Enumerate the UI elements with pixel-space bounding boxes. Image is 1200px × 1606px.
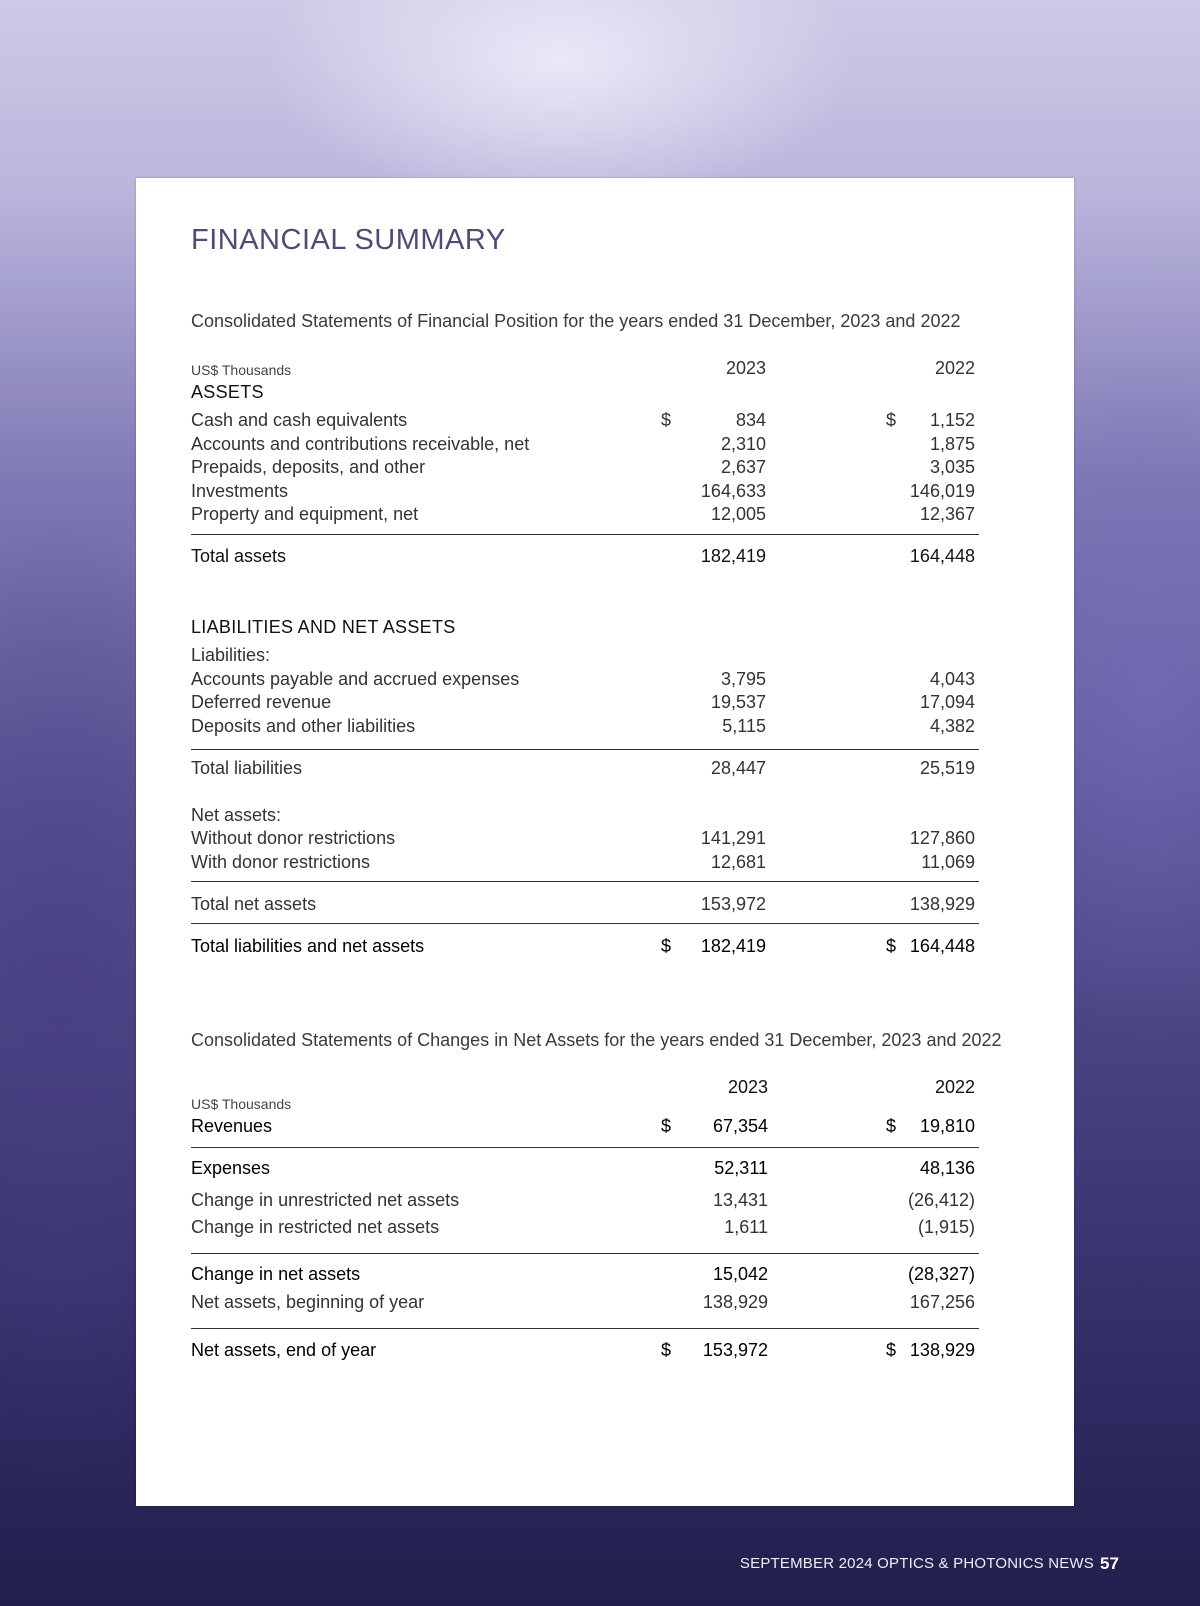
row-label: With donor restrictions xyxy=(191,852,371,872)
value-2023: 28,447 xyxy=(710,758,766,778)
row-label: Liabilities: xyxy=(191,645,271,665)
row-label: Deposits and other liabilities xyxy=(191,716,416,736)
net-assets-subheading xyxy=(191,805,979,829)
row-label: Revenues xyxy=(191,1116,273,1136)
assets-row xyxy=(191,410,979,434)
value-2023: 15,042 xyxy=(712,1264,768,1284)
value-2022: 25,519 xyxy=(919,758,975,778)
expenses-row xyxy=(191,1158,979,1182)
position-year-2023: 2023 xyxy=(725,358,766,378)
row-label: Total liabilities xyxy=(191,758,303,778)
beginning-net-assets-row xyxy=(191,1292,979,1316)
dollar-sign: $ xyxy=(886,410,897,430)
total-liabilities-row xyxy=(191,758,979,782)
value-2023: 13,431 xyxy=(712,1190,768,1210)
row-label: Cash and cash equivalents xyxy=(191,410,408,430)
liabilities-row xyxy=(191,692,979,716)
row-label: Accounts payable and accrued expenses xyxy=(191,669,520,689)
value-2022: 17,094 xyxy=(919,692,975,712)
value-2022: 4,043 xyxy=(929,669,975,689)
dollar-sign: $ xyxy=(886,936,897,956)
divider xyxy=(191,881,979,882)
value-2022: 138,929 xyxy=(909,1340,975,1360)
value-2023: 19,537 xyxy=(710,692,766,712)
changes-year-2022: 2022 xyxy=(934,1077,975,1097)
value-2022: (26,412) xyxy=(907,1190,975,1210)
unrestricted-row xyxy=(191,1190,979,1214)
value-2023: 182,419 xyxy=(700,546,766,566)
change-net-assets-row xyxy=(191,1264,979,1288)
changes-subtitle: Consolidated Statements of Changes in Net Assets for the years ended 31 December, 2023 and 2022 xyxy=(191,1030,1002,1050)
row-label: Total assets xyxy=(191,546,287,566)
row-label: Net assets, beginning of year xyxy=(191,1292,425,1312)
assets-row xyxy=(191,434,979,458)
divider xyxy=(191,534,979,535)
revenues-row xyxy=(191,1116,979,1140)
dollar-sign: $ xyxy=(661,936,672,956)
row-label: Property and equipment, net xyxy=(191,504,419,524)
changes-year-2023: 2023 xyxy=(727,1077,768,1097)
footer-publication: SEPTEMBER 2024 OPTICS & PHOTONICS NEWS xyxy=(739,1555,1094,1572)
divider xyxy=(191,1147,979,1148)
page-number: 57 xyxy=(1100,1554,1119,1573)
value-2022: 11,069 xyxy=(921,852,975,872)
divider xyxy=(191,749,979,750)
total-liabilities-net-assets-row xyxy=(191,936,979,960)
value-2023: 52,311 xyxy=(714,1158,768,1178)
row-label: Net assets, end of year xyxy=(191,1340,377,1360)
value-2023: 182,419 xyxy=(700,936,766,956)
value-2023: 5,115 xyxy=(722,716,766,736)
dollar-sign: $ xyxy=(661,1340,672,1360)
value-2023: 3,795 xyxy=(720,669,766,689)
row-label: Net assets: xyxy=(191,805,282,825)
value-2022: 164,448 xyxy=(909,546,975,566)
row-label: Accounts and contributions receivable, net xyxy=(191,434,530,454)
row-label: Total net assets xyxy=(191,894,317,914)
end-net-assets-row xyxy=(191,1340,979,1364)
value-2022: 12,367 xyxy=(919,504,975,524)
assets-heading: ASSETS xyxy=(191,382,264,402)
value-2023: 1,611 xyxy=(724,1217,768,1237)
divider xyxy=(191,1328,979,1329)
liabilities-row xyxy=(191,716,979,740)
position-subtitle: Consolidated Statements of Financial Position for the years ended 31 December, 2023 and 2022 xyxy=(191,311,961,331)
changes-units: US$ Thousands xyxy=(191,1096,292,1112)
row-label: Change in net assets xyxy=(191,1264,361,1284)
value-2023: 834 xyxy=(735,410,766,430)
value-2022: (28,327) xyxy=(907,1264,975,1284)
value-2022: 164,448 xyxy=(909,936,975,956)
row-label: Change in restricted net assets xyxy=(191,1217,440,1237)
dollar-sign: $ xyxy=(661,410,672,430)
value-2023: 164,633 xyxy=(700,481,766,501)
assets-row xyxy=(191,457,979,481)
dollar-sign: $ xyxy=(886,1340,897,1360)
value-2022: 4,382 xyxy=(929,716,975,736)
position-year-2022: 2022 xyxy=(934,358,975,378)
value-2022: 1,875 xyxy=(929,434,975,454)
page-title: FINANCIAL SUMMARY xyxy=(191,224,506,256)
net-assets-row xyxy=(191,852,979,876)
row-label: Total liabilities and net assets xyxy=(191,936,425,956)
value-2022: 167,256 xyxy=(909,1292,975,1312)
divider xyxy=(191,1253,979,1254)
liabilities-heading: LIABILITIES AND NET ASSETS xyxy=(191,617,456,637)
value-2022: 146,019 xyxy=(909,481,975,501)
value-2022: 138,929 xyxy=(909,894,975,914)
value-2022: 3,035 xyxy=(929,457,975,477)
value-2023: 67,354 xyxy=(712,1116,768,1136)
row-label: Prepaids, deposits, and other xyxy=(191,457,426,477)
value-2023: 138,929 xyxy=(702,1292,768,1312)
row-label: Investments xyxy=(191,481,289,501)
value-2023: 2,310 xyxy=(720,434,766,454)
value-2023: 12,005 xyxy=(710,504,766,524)
value-2022: (1,915) xyxy=(917,1217,975,1237)
liabilities-row xyxy=(191,669,979,693)
divider xyxy=(191,923,979,924)
value-2022: 127,860 xyxy=(909,828,975,848)
row-label: Change in unrestricted net assets xyxy=(191,1190,460,1210)
row-label: Deferred revenue xyxy=(191,692,332,712)
value-2022: 19,810 xyxy=(919,1116,975,1136)
value-2022: 48,136 xyxy=(919,1158,975,1178)
dollar-sign: $ xyxy=(886,1116,897,1136)
row-label: Without donor restrictions xyxy=(191,828,396,848)
total-net-assets-row xyxy=(191,894,979,918)
position-units: US$ Thousands xyxy=(191,362,292,378)
value-2023: 12,681 xyxy=(710,852,766,872)
assets-row xyxy=(191,481,979,505)
restricted-row xyxy=(191,1217,979,1241)
row-label: Expenses xyxy=(191,1158,271,1178)
value-2023: 141,291 xyxy=(700,828,766,848)
value-2023: 153,972 xyxy=(700,894,766,914)
dollar-sign: $ xyxy=(661,1116,672,1136)
total-assets-row xyxy=(191,546,979,570)
assets-row xyxy=(191,504,979,528)
value-2023: 153,972 xyxy=(702,1340,768,1360)
net-assets-row xyxy=(191,828,979,852)
liabilities-subheading xyxy=(191,645,979,669)
value-2022: 1,152 xyxy=(929,410,975,430)
value-2023: 2,637 xyxy=(720,457,766,477)
